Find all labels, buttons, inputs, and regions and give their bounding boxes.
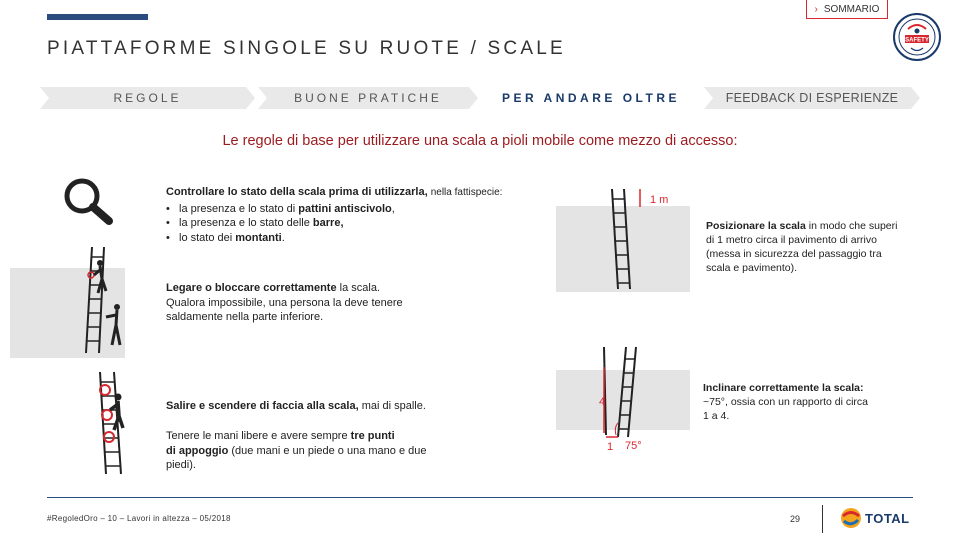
footer-separator [822, 505, 823, 533]
tab-buone-pratiche[interactable]: BUONE PRATICHE [258, 87, 478, 109]
check-ladder-block [166, 185, 566, 245]
climbing-ladder-illustration [88, 370, 148, 478]
check-title: Controllare lo stato della scala prima di utilizzarla, [166, 186, 428, 198]
ladder-angle-illustration [598, 345, 658, 445]
page-title: PIATTAFORME SINGOLE SU RUOTE / SCALE [47, 38, 566, 59]
tab-feedback-di-esperienze[interactable]: FEEDBACK DI ESPERIENZE [704, 87, 920, 109]
chevron-right-icon: › [814, 3, 818, 15]
top-accent-bar [47, 14, 148, 20]
angle-degree-label: 75° [625, 440, 642, 452]
position-ladder-block: Posizionare la scala in modo che superi di 1 metro circa il pavimento di arrivo (messa in sicurezza del passaggio tra scala e pavimento). [706, 220, 898, 274]
sommario-label: SOMMARIO [823, 3, 880, 15]
angle-ratio-four: 4 [599, 396, 606, 408]
tab-regole[interactable]: REGOLE [40, 87, 255, 109]
climb-facing-block: Salire e scendere di faccia alla scala, mai di spalle. [166, 400, 426, 412]
check-suffix: nella fattispecie: [430, 187, 503, 198]
footer-reference: #RegoledOro – 10 – Lavori in altezza – 05/2018 [47, 514, 231, 523]
svg-text:SAFETY: SAFETY [905, 37, 929, 44]
list-item: • la presenza e lo stato di pattini antiscivolo, [166, 202, 566, 217]
section-headline: Le regole di base per utilizzare una scala a pioli mobile come mezzo di accesso: [222, 133, 738, 149]
check-list [166, 202, 566, 246]
page-number: 29 [790, 514, 801, 524]
ladder-extension-illustration [596, 185, 656, 295]
tab-per-andare-oltre[interactable]: PER ANDARE OLTRE [481, 87, 701, 109]
total-wordmark: TOTAL [865, 510, 910, 526]
magnifier-icon [60, 176, 120, 228]
incline-ladder-block: Inclinare correttamente la scala: ~75°, ossia con un rapporto di circa 1 a 4. [703, 382, 869, 422]
safety-badge-logo [893, 13, 941, 61]
total-logo [840, 507, 910, 529]
section-nav [40, 87, 920, 109]
sommario-button[interactable] [806, 0, 888, 19]
one-meter-label: 1 m [650, 194, 669, 206]
angle-ratio-one: 1 [607, 441, 614, 453]
list-item: • lo stato dei montanti. [166, 231, 566, 246]
tie-ladder-block: Legare o bloccare correttamente la scala. Qualora impossibile, una persona la deve tenere saldamente nella parte inferiore. [166, 282, 403, 323]
footer-divider [47, 497, 913, 498]
total-swirl-icon [840, 507, 862, 529]
list-item: • la presenza e lo stato delle barre, [166, 216, 566, 231]
tied-ladder-illustration [80, 245, 135, 365]
three-points-block: Tenere le mani libere e avere sempre tre punti di appoggio (due mani e un piede o una mano e due piedi). [166, 430, 427, 471]
check-title-line [166, 185, 566, 201]
